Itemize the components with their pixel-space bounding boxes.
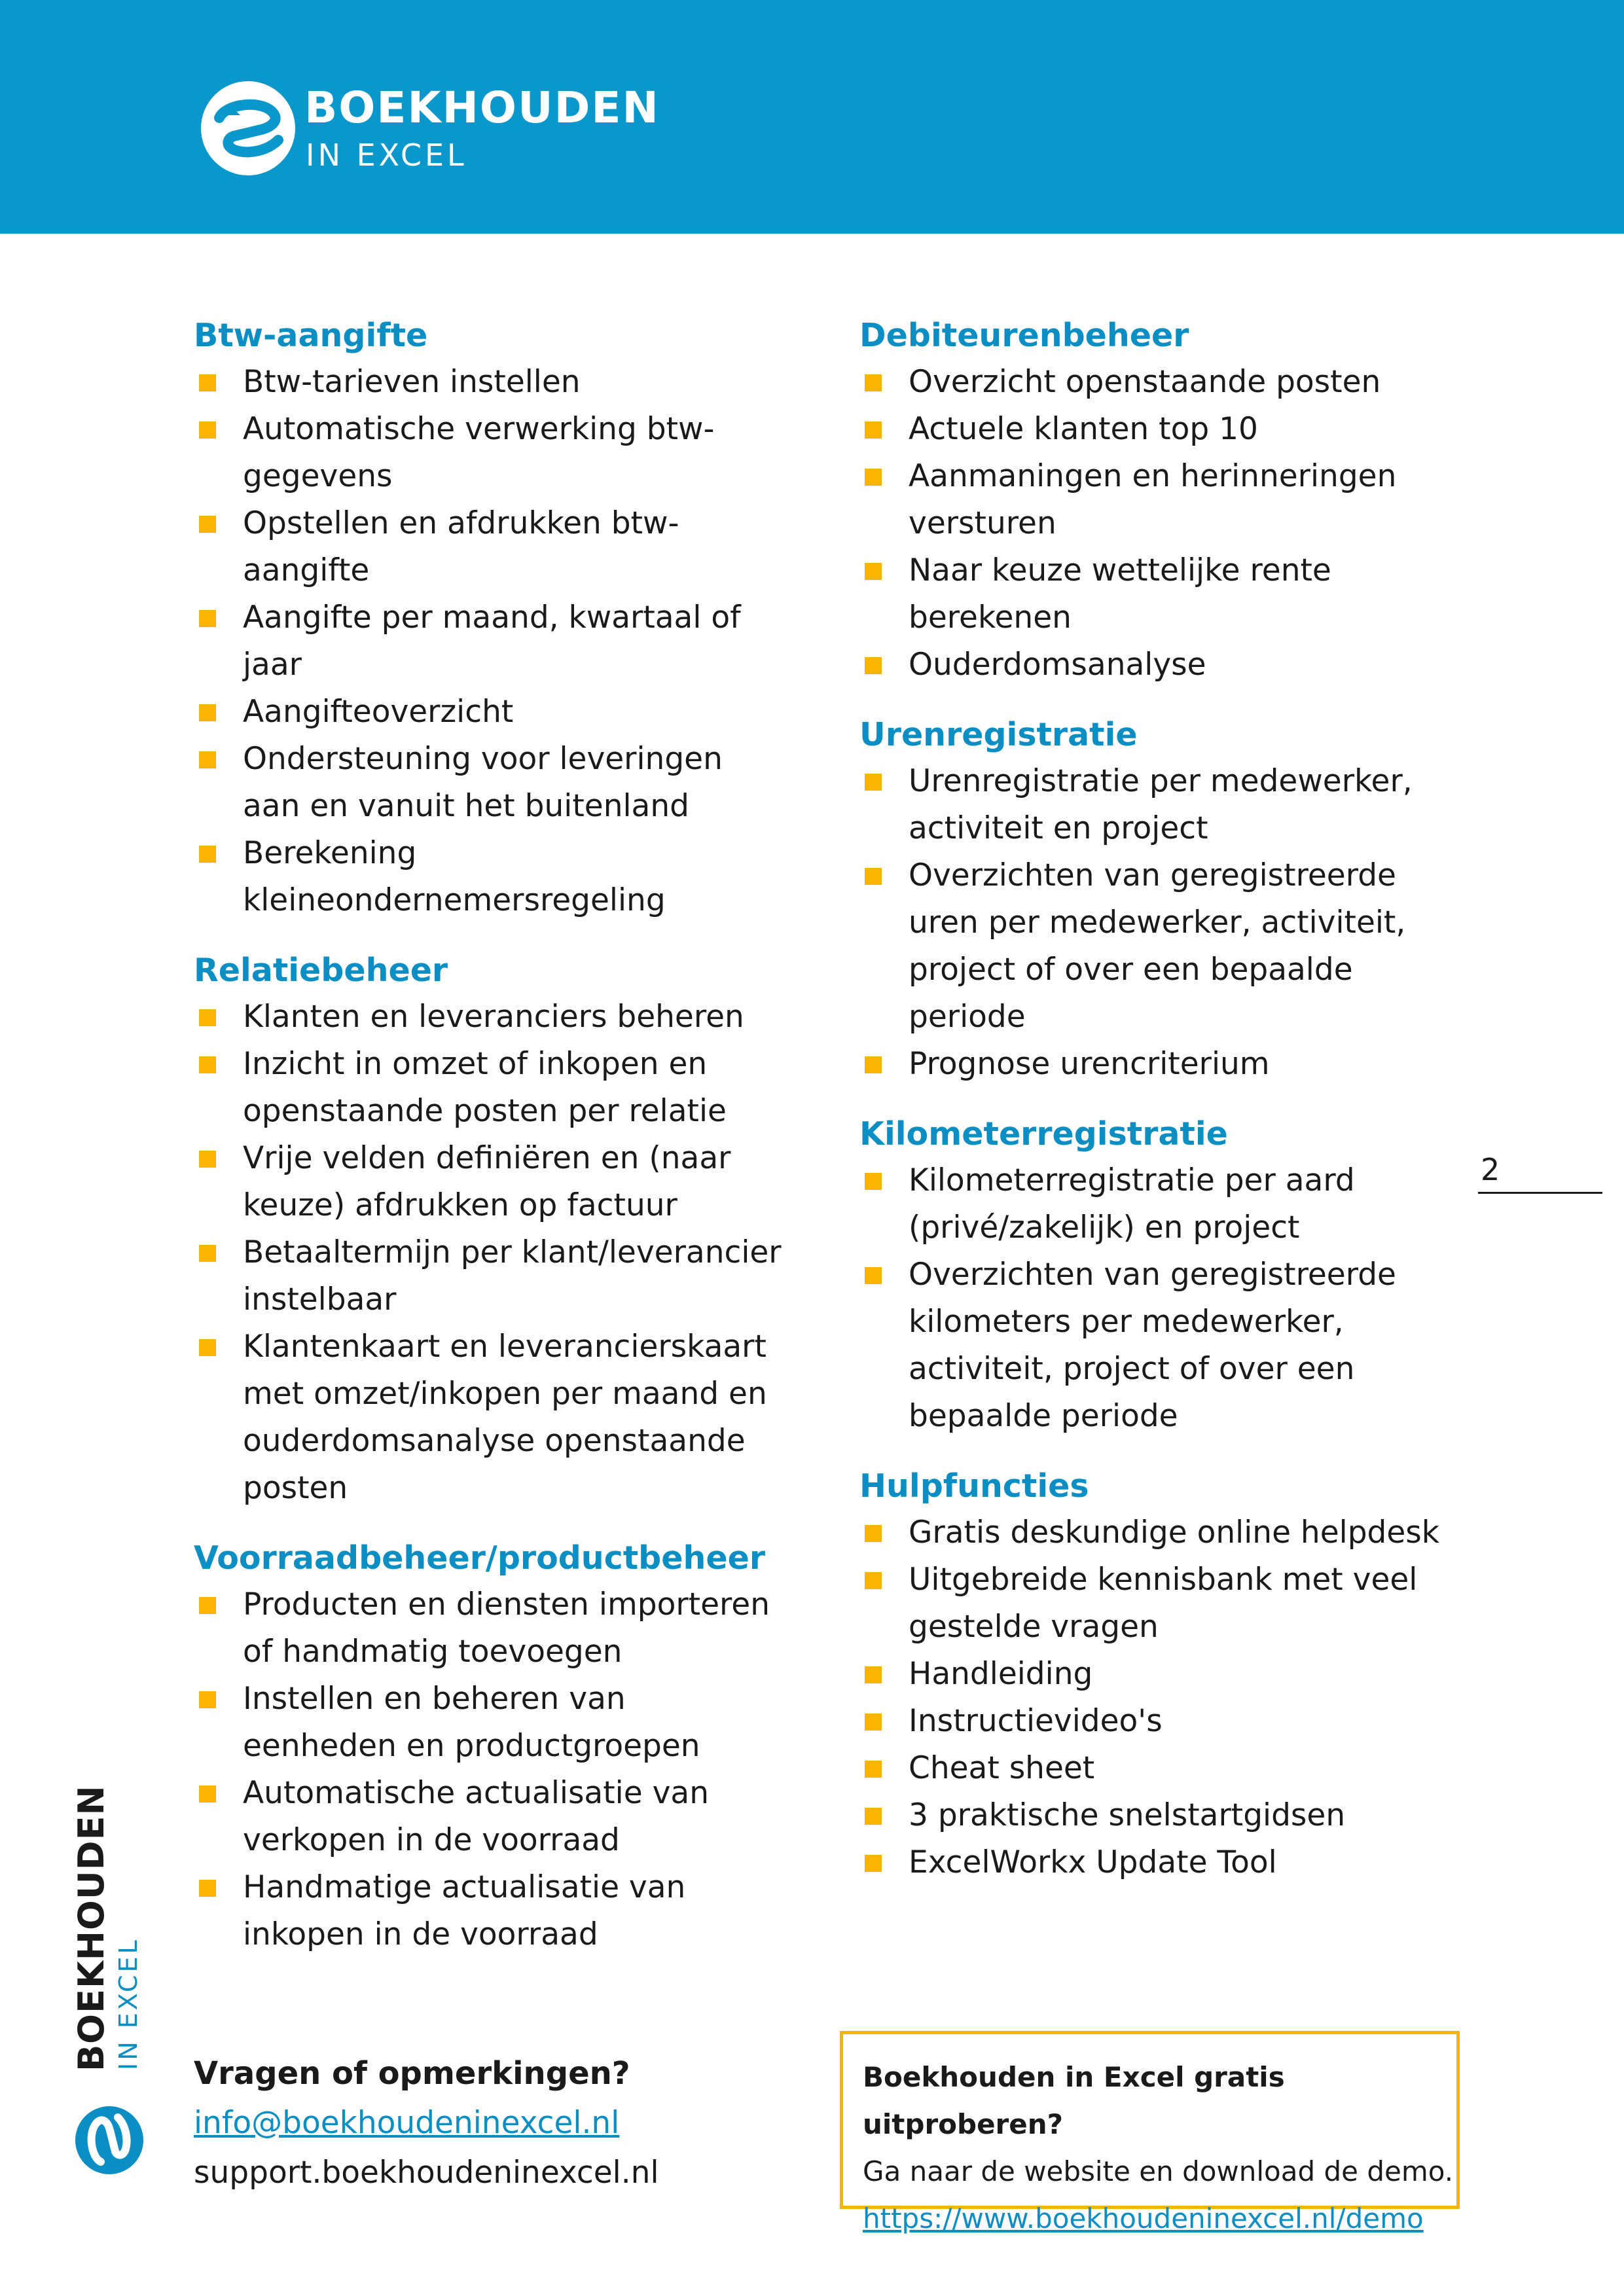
bullet-square-icon — [865, 1808, 882, 1825]
section-title: Urenregistratie — [859, 716, 1138, 753]
section-title: Kilometerregistratie — [859, 1115, 1228, 1153]
contact-block — [194, 2049, 659, 2198]
section-debiteurenbeheer — [859, 313, 1462, 689]
bullet-square-icon — [865, 1761, 882, 1778]
bullet-square-icon — [865, 868, 882, 885]
bullet-square-icon — [865, 774, 882, 791]
section-title: Relatiebeheer — [194, 952, 448, 989]
bullet-square-icon — [865, 422, 882, 439]
section-voorraadbeheer — [194, 1535, 783, 1958]
list-item: Kilometerregistratie per aard (privé/zakelijk) en project — [859, 1157, 1462, 1251]
section-hulpfuncties — [859, 1463, 1462, 1886]
logo-title: BOEKHOUDEN — [304, 82, 660, 133]
list-item: Uitgebreide kennisbank met veel gestelde vragen — [859, 1556, 1462, 1651]
bullet-square-icon — [199, 1691, 216, 1708]
list-item: 3 praktische snelstartgidsen — [859, 1792, 1462, 1839]
list-item: Aangifteoverzicht — [194, 689, 783, 736]
feature-list — [194, 1581, 783, 1958]
bullet-square-icon — [865, 563, 882, 580]
bullet-square-icon — [865, 1572, 882, 1589]
bullet-square-icon — [199, 1056, 216, 1073]
bullet-square-icon — [199, 374, 216, 391]
bullet-square-icon — [865, 374, 882, 391]
logo-mark-icon — [200, 77, 297, 179]
bullet-square-icon — [865, 469, 882, 486]
logo-mark-icon — [71, 2104, 148, 2176]
list-item: Ondersteuning voor leveringen aan en vanuit het buitenland — [194, 736, 783, 830]
list-item: Klanten en leveranciers beheren — [194, 994, 783, 1041]
list-item: Automatische actualisatie van verkopen in de voorraad — [194, 1770, 783, 1864]
side-logo-title: BOEKHOUDEN — [71, 1785, 112, 2072]
list-item: Producten en diensten importeren of handmatig toevoegen — [194, 1581, 783, 1676]
header-banner — [0, 0, 1624, 234]
bullet-square-icon — [865, 1267, 882, 1284]
list-item: Betaaltermijn per klant/leverancier instelbaar — [194, 1229, 783, 1323]
list-item: Overzichten van geregistreerde uren per medewerker, activiteit, project of over een bepaalde periode — [859, 852, 1462, 1041]
section-title: Hulpfuncties — [859, 1467, 1089, 1505]
bullet-square-icon — [199, 846, 216, 863]
feature-list — [859, 758, 1462, 1088]
list-item: Instructievideo's — [859, 1698, 1462, 1745]
left-column — [194, 313, 783, 1982]
bullet-square-icon — [199, 1151, 216, 1168]
section-kilometerregistratie — [859, 1111, 1462, 1440]
list-item: Overzicht openstaande posten — [859, 359, 1462, 406]
section-title: Debiteurenbeheer — [859, 317, 1189, 354]
bullet-square-icon — [199, 1009, 216, 1026]
bullet-square-icon — [865, 1525, 882, 1542]
section-urenregistratie — [859, 712, 1462, 1088]
promo-title: Boekhouden in Excel gratis uitproberen? — [863, 2061, 1285, 2140]
list-item: Btw-tarieven instellen — [194, 359, 783, 406]
bullet-square-icon — [199, 516, 216, 533]
bullet-square-icon — [199, 1880, 216, 1897]
logo-subtitle: IN EXCEL — [306, 137, 467, 173]
list-item: Instellen en beheren van eenheden en productgroepen — [194, 1676, 783, 1770]
bullet-square-icon — [199, 610, 216, 627]
list-item: Ouderdomsanalyse — [859, 641, 1462, 689]
support-site: support.boekhoudeninexcel.nl — [194, 2155, 659, 2191]
list-item: Aanmaningen en herinneringen versturen — [859, 453, 1462, 547]
list-item: Handleiding — [859, 1651, 1462, 1698]
side-logo-subtitle: IN EXCEL — [114, 1937, 143, 2070]
list-item: Inzicht in omzet of inkopen en openstaande posten per relatie — [194, 1041, 783, 1135]
promo-text: Ga naar de website en download de demo. — [863, 2155, 1454, 2187]
list-item: Klantenkaart en leverancierskaart met omzet/inkopen per maand en ouderdomsanalyse openstaande posten — [194, 1323, 783, 1512]
bullet-square-icon — [199, 1245, 216, 1262]
section-title: Btw-aangifte — [194, 317, 428, 354]
list-item: Vrije velden definiëren en (naar keuze) afdrukken op factuur — [194, 1135, 783, 1229]
bullet-square-icon — [865, 657, 882, 674]
bullet-square-icon — [865, 1855, 882, 1872]
feature-list — [859, 359, 1462, 689]
page-number-rule — [1478, 1192, 1602, 1194]
list-item: Automatische verwerking btw-gegevens — [194, 406, 783, 500]
demo-link[interactable]: https://www.boekhoudeninexcel.nl/demo — [863, 2202, 1424, 2234]
section-title: Voorraadbeheer/productbeheer — [194, 1539, 765, 1577]
list-item: Aangifte per maand, kwartaal of jaar — [194, 594, 783, 689]
list-item: Gratis deskundige online helpdesk — [859, 1509, 1462, 1556]
section-btw-aangifte — [194, 313, 783, 924]
list-item: Handmatige actualisatie van inkopen in de voorraad — [194, 1864, 783, 1958]
list-item: Naar keuze wettelijke rente berekenen — [859, 547, 1462, 641]
side-logo — [71, 1785, 143, 2176]
bullet-square-icon — [865, 1713, 882, 1731]
list-item: ExcelWorkx Update Tool — [859, 1839, 1462, 1886]
bullet-square-icon — [865, 1173, 882, 1190]
list-item: Overzichten van geregistreerde kilometers per medewerker, activiteit, project of over een bepaalde periode — [859, 1251, 1462, 1440]
bullet-square-icon — [199, 1339, 216, 1356]
feature-list — [194, 994, 783, 1512]
page-number: 2 — [1481, 1152, 1500, 1187]
list-item: Prognose urencriterium — [859, 1041, 1462, 1088]
demo-promo-box — [840, 2031, 1460, 2234]
bullet-square-icon — [199, 422, 216, 439]
list-item: Cheat sheet — [859, 1745, 1462, 1792]
right-column — [859, 313, 1462, 1910]
bullet-square-icon — [199, 1785, 216, 1803]
list-item: Berekening kleineondernemersregeling — [194, 830, 783, 924]
email-link[interactable]: info@boekhoudeninexcel.nl — [194, 2105, 620, 2141]
bullet-square-icon — [865, 1666, 882, 1683]
bullet-square-icon — [199, 751, 216, 768]
list-item: Urenregistratie per medewerker, activiteit en project — [859, 758, 1462, 852]
section-relatiebeheer — [194, 948, 783, 1512]
feature-list — [859, 1509, 1462, 1886]
list-item: Actuele klanten top 10 — [859, 406, 1462, 453]
bullet-square-icon — [865, 1056, 882, 1073]
list-item: Opstellen en afdrukken btw-aangifte — [194, 500, 783, 594]
contact-title: Vragen of opmerkingen? — [194, 2055, 630, 2092]
feature-list — [194, 359, 783, 924]
feature-list — [859, 1157, 1462, 1440]
bullet-square-icon — [199, 704, 216, 721]
bullet-square-icon — [199, 1597, 216, 1614]
